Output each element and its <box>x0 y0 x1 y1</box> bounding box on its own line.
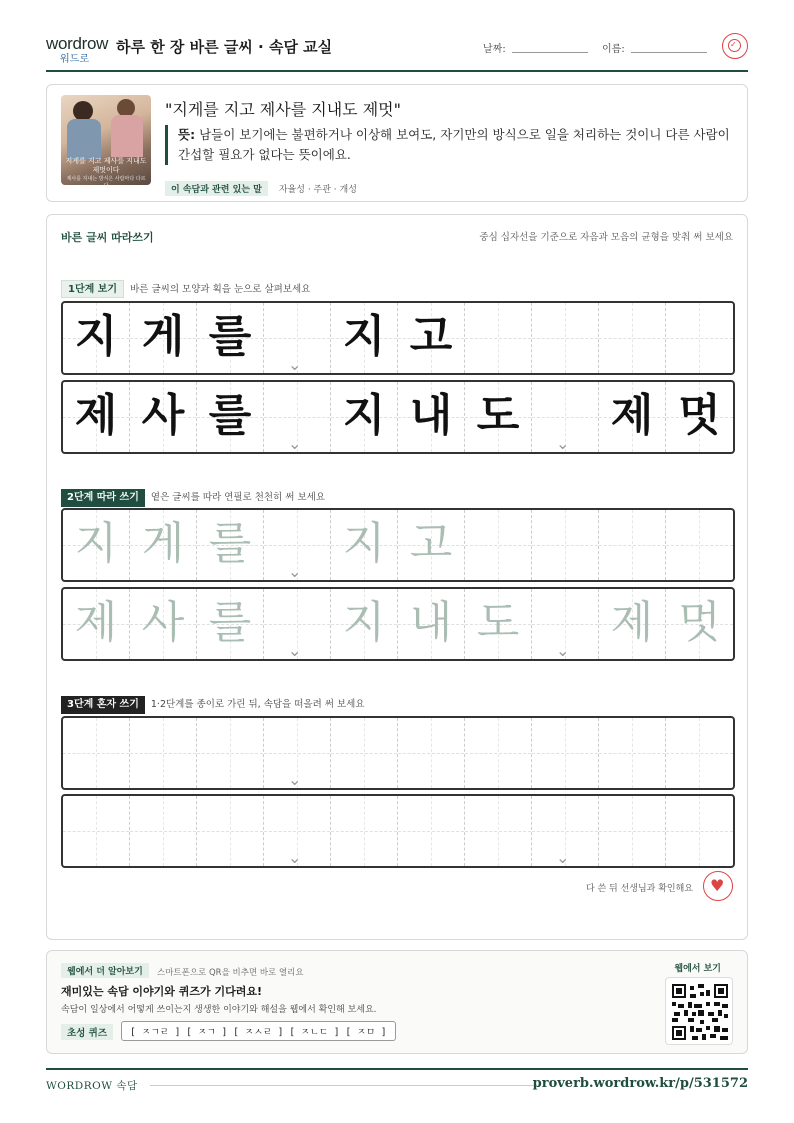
grid-cell[interactable] <box>666 589 733 659</box>
grid-cell[interactable] <box>666 796 733 866</box>
grid-cell[interactable] <box>599 796 666 866</box>
grid-cell[interactable] <box>264 796 331 866</box>
space-mark: ⌄ <box>556 848 570 867</box>
web-headline: 재미있는 속담 이야기와 퀴즈가 기다려요! <box>61 985 262 998</box>
grid-row[interactable] <box>61 508 735 582</box>
grid-char: 도 <box>476 597 520 648</box>
grid-cell[interactable] <box>532 510 599 580</box>
grid-cell[interactable] <box>465 589 532 659</box>
grid-cell[interactable] <box>264 510 331 580</box>
grid-char: 게 <box>141 311 185 362</box>
grid-cell <box>532 303 599 373</box>
grid-cell[interactable] <box>63 510 130 580</box>
grid-cell <box>130 303 197 373</box>
proverb-meaning <box>165 125 731 165</box>
grid-char: 제 <box>74 597 118 648</box>
approval-stamp-icon: ✓ <box>722 33 748 59</box>
name-field[interactable] <box>631 52 707 53</box>
grid-char: 제 <box>610 597 654 648</box>
grid-char: 멋 <box>678 390 721 441</box>
grid-cell[interactable] <box>130 510 197 580</box>
web-tag: 웹에서 더 알아보기 <box>61 963 149 978</box>
step-3 <box>61 692 365 708</box>
step-1-badge: 1단계 보기 <box>61 280 124 298</box>
logo-sub: 워드로 <box>60 54 89 65</box>
step-1 <box>61 277 310 293</box>
grid-cell <box>264 303 331 373</box>
step-2-desc: 옅은 글씨를 따라 연필로 천천히 써 보세요 <box>150 492 326 503</box>
grid-cell[interactable] <box>331 718 398 788</box>
grid-cell[interactable] <box>599 589 666 659</box>
grid-char: 멋 <box>678 597 721 648</box>
grid-char: 고 <box>409 518 453 569</box>
space-mark: ⌄ <box>556 434 570 453</box>
grid-char: 지 <box>74 518 118 569</box>
grid-cell[interactable] <box>130 589 197 659</box>
grid-char: 지 <box>342 311 386 362</box>
space-mark: ⌄ <box>288 562 302 581</box>
grid-cell <box>599 382 666 452</box>
grid-row[interactable] <box>61 716 735 790</box>
grid-cell[interactable] <box>63 718 130 788</box>
web-body: 속담이 일상에서 어떻게 쓰이는지 생생한 이야기와 해설을 웹에서 확인해 보세요. <box>61 1005 377 1015</box>
grid-cell <box>197 303 264 373</box>
grid-cell[interactable] <box>197 718 264 788</box>
grid-cell[interactable] <box>331 796 398 866</box>
grid-char: 지 <box>74 311 118 362</box>
grid-char: 사 <box>141 597 185 648</box>
grid-cell[interactable] <box>599 510 666 580</box>
related-tag: 이 속담과 관련 있는 말 <box>165 181 268 196</box>
grid-cell[interactable] <box>532 796 599 866</box>
grid-char: 를 <box>208 518 252 569</box>
grid-cell[interactable] <box>532 589 599 659</box>
practice-section <box>46 214 748 940</box>
space-mark: ⌄ <box>288 848 302 867</box>
meaning-label: 뜻: <box>178 127 196 142</box>
grid-cell <box>465 382 532 452</box>
space-mark: ⌄ <box>556 641 570 660</box>
grid-cell <box>197 382 264 452</box>
grid-cell[interactable] <box>599 718 666 788</box>
grid-cell[interactable] <box>331 510 398 580</box>
heart-stamp-icon: ♥ <box>703 871 733 901</box>
grid-cell[interactable] <box>666 718 733 788</box>
grid-row <box>61 380 735 454</box>
step-2-badge: 2단계 따라 쓰기 <box>61 489 145 507</box>
space-mark: ⌄ <box>288 434 302 453</box>
grid-cell[interactable] <box>465 796 532 866</box>
grid-char: 제 <box>610 390 654 441</box>
grid-cell[interactable] <box>465 718 532 788</box>
grid-cell[interactable] <box>264 589 331 659</box>
step-2 <box>61 485 325 501</box>
grid-char: 지 <box>342 597 386 648</box>
qr-code-icon[interactable] <box>665 977 733 1045</box>
proverb-title: "지게를 지고 제사를 지내도 제멋" <box>165 100 401 119</box>
check-note: 다 쓴 뒤 선생님과 확인해요 <box>585 884 693 894</box>
chosung-quiz: [ ㅈㄱㄹ ] [ ㅈㄱ ] [ ㅈㅅㄹ ] [ ㅈㄴㄷ ] [ ㅈㅁ ] <box>121 1021 396 1041</box>
page-header <box>46 30 748 72</box>
grid-cell[interactable] <box>465 510 532 580</box>
grid-cell <box>666 303 733 373</box>
grid-cell <box>63 382 130 452</box>
footer-url[interactable]: proverb.wordrow.kr/p/531572 <box>532 1076 748 1091</box>
grid-cell[interactable] <box>398 718 465 788</box>
quiz-label: 초성 퀴즈 <box>61 1024 113 1040</box>
illustration-caption: 제사를 지내는 방식은 사람마다 다르다 <box>66 176 146 189</box>
related-list: 자율성 · 주관 · 개성 <box>278 185 357 195</box>
grid-cell[interactable] <box>130 796 197 866</box>
grid-cell[interactable] <box>63 589 130 659</box>
step-3-desc: 1·2단계를 종이로 가린 뒤, 속담을 떠올려 써 보세요 <box>150 699 365 710</box>
grid-cell[interactable] <box>666 510 733 580</box>
practice-hint: 중심 십자선을 기준으로 자음과 모음의 균형을 맞춰 써 보세요 <box>479 232 733 243</box>
meaning-text: 남들이 보기에는 불편하거나 이상해 보여도, 자기만의 방식으로 일을 처리하는 것이니 다른 사람이 간섭할 필요가 없다는 뜻이에요. <box>178 127 730 162</box>
grid-row <box>61 301 735 375</box>
space-mark: ⌄ <box>288 641 302 660</box>
grid-char: 를 <box>208 597 252 648</box>
grid-char: 제 <box>74 390 118 441</box>
step-1-desc: 바른 글씨의 모양과 획을 눈으로 살펴보세요 <box>130 284 311 295</box>
related-words <box>165 177 357 195</box>
grid-cell[interactable] <box>398 796 465 866</box>
web-sub: 스마트폰으로 QR을 비추면 바로 열리요 <box>157 968 304 978</box>
page-footer <box>46 1068 748 1098</box>
name-label: 이름: <box>602 44 625 55</box>
grid-char: 지 <box>342 518 386 569</box>
qr-code-graphic <box>672 984 728 1040</box>
grid-cell <box>465 303 532 373</box>
grid-cell[interactable] <box>398 510 465 580</box>
grid-char: 지 <box>342 390 386 441</box>
practice-title: 바른 글씨 따라쓰기 <box>61 231 154 244</box>
grid-char: 내 <box>409 390 453 441</box>
grid-cell[interactable] <box>331 589 398 659</box>
date-label: 날짜: <box>483 44 506 55</box>
proverb-card <box>46 84 748 202</box>
space-mark: ⌄ <box>288 770 302 789</box>
web-box <box>46 950 748 1054</box>
grid-cell <box>331 303 398 373</box>
date-field[interactable] <box>512 52 588 53</box>
grid-char: 도 <box>476 390 520 441</box>
grid-cell <box>130 382 197 452</box>
grid-char: 고 <box>409 311 453 362</box>
grid-cell[interactable] <box>63 796 130 866</box>
page-title: 하루 한 장 바른 글씨 · 속담 교실 <box>116 38 333 56</box>
qr-label: 웹에서 보기 <box>674 964 721 974</box>
grid-cell <box>398 382 465 452</box>
space-mark: ⌄ <box>288 355 302 374</box>
proverb-illustration <box>61 95 151 189</box>
grid-cell[interactable] <box>532 718 599 788</box>
grid-cell[interactable] <box>398 589 465 659</box>
grid-char: 를 <box>208 390 252 441</box>
grid-char: 사 <box>141 390 185 441</box>
grid-cell <box>331 382 398 452</box>
grid-char: 를 <box>208 311 252 362</box>
grid-char: 게 <box>141 518 185 569</box>
grid-char: 내 <box>409 597 453 648</box>
grid-cell[interactable] <box>197 510 264 580</box>
grid-cell[interactable] <box>197 796 264 866</box>
illustration-text: 지게를 지고 제사를 지내도 제멋이다 <box>65 157 147 174</box>
grid-row[interactable] <box>61 587 735 661</box>
grid-cell <box>532 382 599 452</box>
grid-row[interactable] <box>61 794 735 868</box>
grid-cell[interactable] <box>130 718 197 788</box>
grid-cell[interactable] <box>264 718 331 788</box>
grid-cell <box>599 303 666 373</box>
grid-cell <box>63 303 130 373</box>
footer-brand: WORDROW 속담 <box>46 1080 138 1092</box>
logo: wordrow <box>46 34 109 53</box>
grid-cell <box>264 382 331 452</box>
grid-cell <box>666 382 733 452</box>
step-3-badge: 3단계 혼자 쓰기 <box>61 696 145 714</box>
footer-rule <box>150 1085 536 1086</box>
grid-cell <box>398 303 465 373</box>
grid-cell[interactable] <box>197 589 264 659</box>
